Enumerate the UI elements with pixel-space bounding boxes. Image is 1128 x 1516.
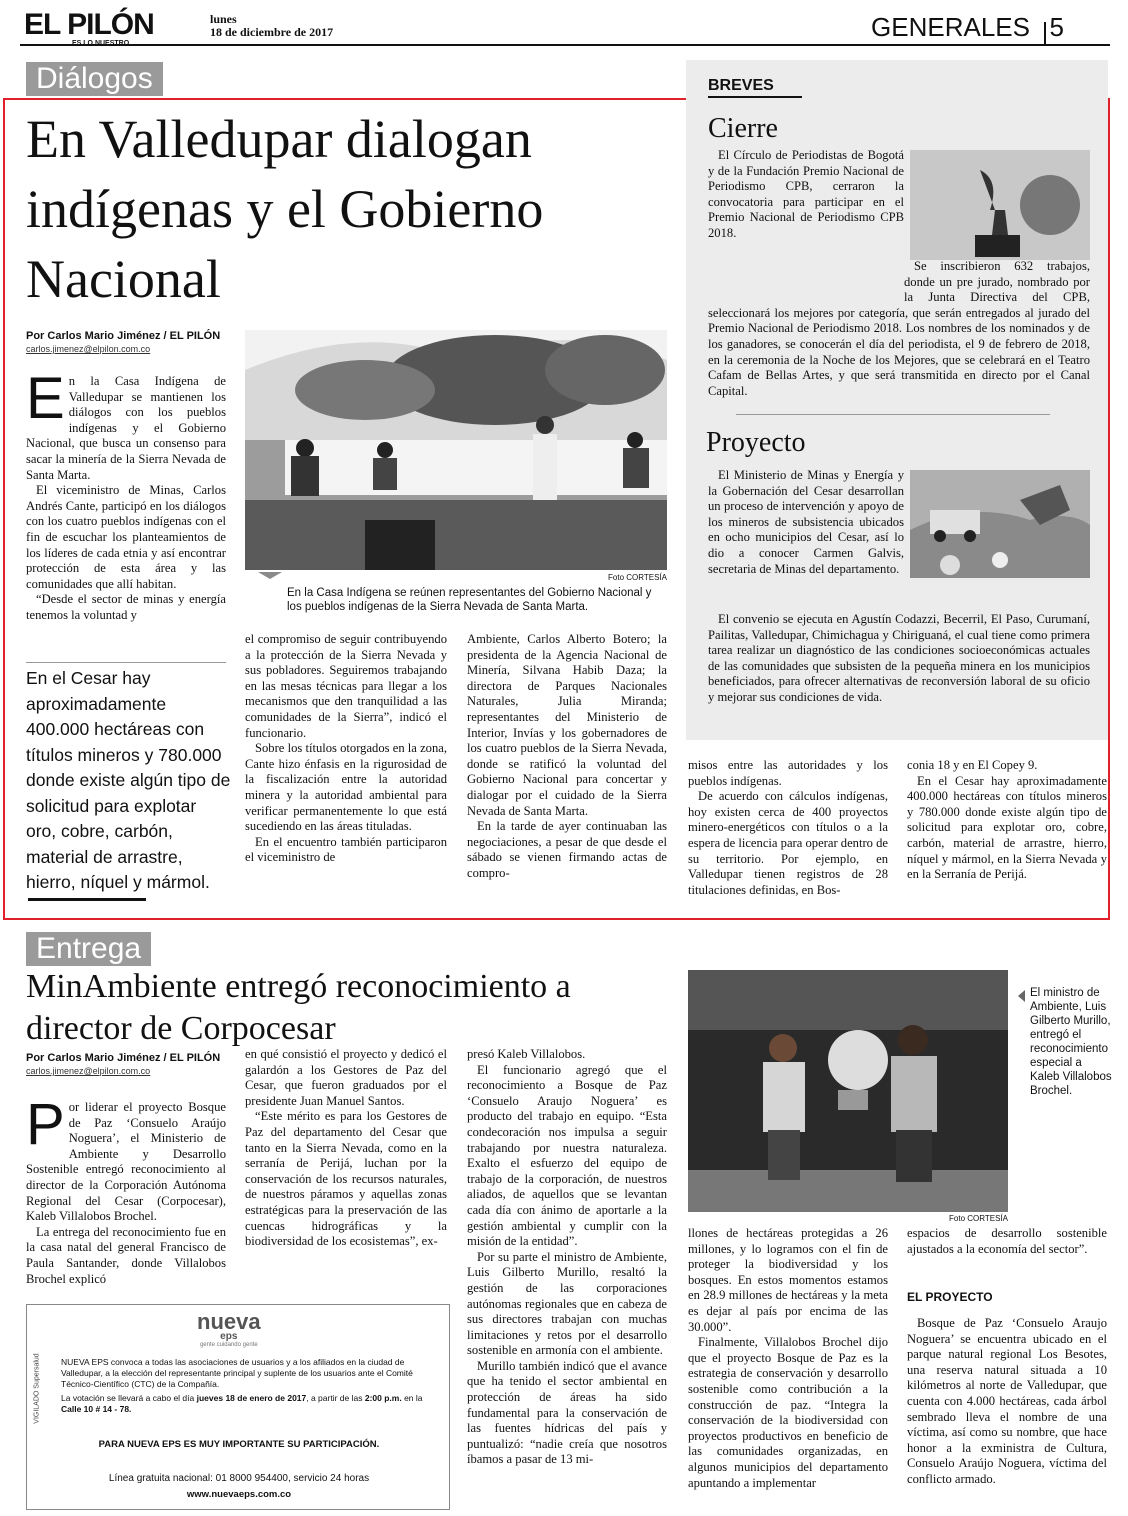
story1-headline: En Valledupar dialogan indígenas y el Gobierno Nacional	[26, 109, 544, 309]
story2-column-5	[907, 1226, 1107, 1266]
caption-pointer	[258, 572, 282, 579]
pull-quote-end-rule	[28, 898, 146, 901]
dropcap: P	[26, 1100, 65, 1157]
paragraph: El Ministerio de Minas y Energía y la Gobernación del Cesar desarrollan un proceso de intervención y apoyo de los mineros de subsistencia ubicados en ocho municipios del Cesar, así lo dio a conocer Carmen Galvis, secretaria de Minas del departamento.	[708, 468, 904, 576]
section-tag-entrega: Entrega	[26, 932, 151, 966]
ad-text-2	[61, 1393, 445, 1415]
paragraph: En la tarde de ayer continuaban las negociaciones, a pesar de que desde el sábado se vienen firmando actas de compro-	[467, 819, 667, 880]
paragraph: En el encuentro también participaron el viceministro de	[245, 834, 447, 865]
brief-cierre-text	[708, 259, 1090, 401]
paragraph: “Este mérito es para los Gestores de Paz del departamento del Cesar que tanto en la Sierra Nevada, como en la serranía de Perijá, luchan por la conservación de los recursos naturales, de nuestros páramos y aquellas zonas estratégicas para la preservación de las cuencas hidrográficas y la biodiversidad de los ecosistemas”, ex-	[245, 1109, 447, 1249]
ad-logo-sub: eps	[220, 1331, 238, 1342]
brief-proyecto-text	[708, 612, 1090, 732]
paragraph: presó Kaleb Villalobos.	[467, 1047, 586, 1061]
paragraph: el compromiso de seguir contribuyendo a la protección de la Sierra Nevada y sus pobladores. Seguiremos trabajando en las mesas técnicas para llegar a los mecanismos que den tranquilidad a las comunidades de la Sierra”, indicó el funcionario.	[245, 632, 447, 740]
story1-column-4	[688, 758, 888, 918]
paragraph: Bosque de Paz ‘Consuelo Araujo Noguera’ se encuentra ubicado en el parque natural regional Los Besotes, una reserva natural situada a 10 kilómetros al norte de Valledupar, que cuenta con 4.000 hectáreas, cada árbol sembrado lleva el nombre de una víctima, así como su nombre, que hace honor a la exministra de Cultura, Consuelo Araújo Noguera, víctima del conflicto armado.	[907, 1316, 1107, 1486]
pull-quote: En el Cesar hay aproximadamente 400.000 hectáreas con títulos mineros y 780.000 donde existe algún tipo de solicitud para explotar oro, cobre, carbón, material de arrastre, hierro, níquel y mármol.	[26, 668, 231, 892]
story1-column-5	[907, 758, 1107, 918]
breves-label: BREVES	[708, 76, 802, 98]
ad-date: jueves 18 de enero de 2017	[196, 1393, 307, 1403]
paragraph: El viceministro de Minas, Carlos Andrés Cante, participó en los diálogos con los cuatro pueblos indígenas con el fin de escuchar los planteamientos de los líderes de cada etnia y así encontrar protección de esta área y las comunidades que allí habitan.	[26, 483, 226, 591]
ad-logo-tagline: gente cuidando gente	[199, 1342, 258, 1348]
story2-photo	[688, 970, 1008, 1212]
ad-logo	[197, 1309, 261, 1348]
masthead	[20, 8, 1110, 46]
story1-photo-caption: En la Casa Indígena se reúnen representantes del Gobierno Nacional y los pueblos indígenas de la Sierra Nevada de Santa Marta.	[287, 587, 652, 613]
story2-subhead: EL PROYECTO	[907, 1290, 993, 1304]
paragraph: or liderar el proyecto Bosque de Paz ‘Consuelo Araújo Noguera’, el Ministerio de Ambiente y Desarrollo Sostenible entregó reconocimiento al director de la Corporación Autónoma Regional del Cesar (Corpocesar), Kaleb Villalobos Brochel.	[26, 1100, 226, 1224]
story1-byline: Por Carlos Mario Jiménez / EL PILÓN	[26, 330, 221, 342]
story1-photo	[245, 330, 667, 570]
paragraph: El convenio se ejecuta en Agustín Codazzi, Becerril, El Paso, Curumaní, Pailitas, Valledupar, Chimichagua y Chiriguaná, el cual tiene como primera tarea realizar un diagnóstico de las condiciones socioeconómicas actuales de las comunidades que subsisten de la pequeña minera en los municipios beneficiados, para ofrecer alternativas de reconversión laboral de su oficio y mejorar sus condiciones de vida.	[708, 612, 1090, 704]
award-photo-illustration	[688, 970, 1008, 1212]
brief-photo-mining	[910, 470, 1090, 578]
story1-photo-credit: Foto CORTESÍA	[608, 573, 667, 582]
paragraph: De acuerdo con cálculos indígenas, hoy existen cerca de 400 proyectos minero-energéticos con títulos o a la espera de licencia para operar dentro de su territorio. Por ejemplo, en Valledupar tienen registros de 28 titulaciones definidas, en Bos-	[688, 789, 888, 897]
pull-quote-rule	[26, 662, 226, 663]
paragraph: El Círculo de Periodistas de Bogotá y de la Fundación Premio Nacional de Periodismo CPB, cerraron la convocatoria para participar en el Premio Nacional de Periodismo CPB 2018.	[708, 148, 904, 240]
ad-side-label: VIGILADO Supersalud	[33, 1353, 41, 1424]
story2-column-3	[467, 1047, 667, 1509]
ad-text-2-pre: La votación se llevará a cabo el día	[61, 1393, 197, 1403]
mining-photo-illustration	[910, 470, 1090, 578]
page-number: 5	[1049, 12, 1064, 42]
dropcap: E	[26, 374, 65, 431]
story1-column-1	[26, 374, 226, 658]
paragraph: El funcionario agregó que el reconocimiento a Bosque de Paz ‘Consuelo Araujo Noguera’ es producto del trabajo en equipo. “Esta condecoración nos impulsa a seguir trabajando por nuestra naturaleza. Exalto el esfuerzo del equipo de trabajo de la corporación, de nuestros aliados, de aquellos que se levantan cada día con ánimo de aportarle a la gestión ambiental y cumplir con la misión de la entidad”.	[467, 1062, 667, 1249]
logo-tagline: ES LO NUESTRO	[72, 40, 130, 47]
brief-title-proyecto: Proyecto	[706, 427, 806, 458]
meeting-photo-illustration	[245, 330, 667, 570]
logo: EL PILÓN	[24, 8, 154, 41]
paragraph: Finalmente, Villalobos Brochel dijo que el proyecto Bosque de Paz es la estrategia de conservación y desarrollo sostenible como contribución a la construcción de paz. “Integra la conservación de la biodiversidad con proyectos productivos en beneficio de las comunidades organizadas, en algunos municipios del departamento apuntando a implementar	[688, 1335, 888, 1490]
page-divider	[1044, 22, 1046, 44]
paragraph: espacios de desarrollo sostenible ajustados a la economía del sector”.	[907, 1226, 1107, 1256]
caption-arrow	[1018, 990, 1025, 1002]
brief-title-cierre: Cierre	[708, 113, 778, 144]
ad-text-2-mid2: en la	[401, 1393, 423, 1403]
ad-logo-main: nueva	[197, 1309, 261, 1334]
story2-byline: Por Carlos Mario Jiménez / EL PILÓN	[26, 1052, 221, 1064]
paragraph: llones de hectáreas protegidas a 26 millones, y lo logramos con el fin de proteger la biodiversidad y los bosques. En estos momentos estamos en 28.9 millones de hectáreas y la meta es dejar al país por encima de las 30.000”.	[688, 1226, 888, 1334]
paragraph: En el Cesar hay aproximadamente 400.000 hectáreas con títulos mineros y 780.000 donde existe algún tipo de solicitud para explotar oro, cobre, carbón, material de arrastre, hierro, níquel y mármol, en la Sierra Nevada y en la Serranía de Perijá.	[907, 773, 1107, 882]
story2-column-2	[245, 1047, 447, 1297]
story2-photo-credit: Foto CORTESÍA	[949, 1214, 1008, 1223]
ad-address: Calle 10 # 14 - 78.	[61, 1404, 132, 1414]
paragraph: Se inscribieron 632 trabajos, donde un pre jurado, nombrado por la Junta Directiva del CPB, seleccionará los mejores por categoría, que serán entregados al jurado del Premio Nacional de Periodismo 2018. Los nombres de los nominados y de los ganadores, se conocerán el día del periodista, el 9 de febrero de 2018, en la ceremonia de la Noche de los Mejores, que se celebrará en el Teatro Cafam de Bellas Artes, y que será transmitida en directo por el Canal Capital.	[708, 259, 1090, 398]
story2-column-1	[26, 1100, 226, 1300]
paragraph: Por su parte el ministro de Ambiente, Luis Gilberto Murillo, resaltó la gestión de las corporaciones autónomas regionales que en cabeza de sus directores trabajan con muchas limitaciones y retos por el desarrollo sostenible en armonía con el ambiente.	[467, 1249, 667, 1358]
paragraph: “Desde el sector de minas y energía tenemos la voluntad y	[26, 592, 226, 622]
story2-column-5b	[907, 1316, 1107, 1508]
ad-url: www.nuevaeps.com.co	[186, 1489, 292, 1500]
ad-phone: Línea gratuita nacional: 01 8000 954400, servicio 24 horas	[108, 1473, 370, 1484]
story1-column-3	[467, 632, 667, 918]
masthead-weekday: lunes	[210, 12, 237, 26]
paragraph: Sobre los títulos otorgados en la zona, Cante hizo énfasis en la rigurosidad de la fiscalización entre la autoridad minera y la autoridad ambiental para verificar permanentemente lo que está sucediendo en las áreas tituladas.	[245, 741, 447, 834]
story1-column-2	[245, 632, 447, 918]
paragraph: misos entre las autoridades y los pueblos indígenas.	[688, 758, 888, 788]
ad-time: 2:00 p.m.	[364, 1393, 402, 1403]
brief-proyecto-text-narrow	[708, 468, 904, 610]
story2-column-4	[688, 1226, 888, 1508]
paragraph: conia 18 y en El Copey 9.	[907, 758, 1038, 772]
section-name: GENERALES	[871, 12, 1030, 42]
story2-photo-caption: El ministro de Ambiente, Luis Gilberto Murillo, entregó el reconocimiento especial a Kaleb Villalobos Brochel.	[1030, 987, 1112, 1097]
paragraph: La entrega del reconocimiento fue en la casa natal del general Francisco de Paula Santander, donde Villalobos Brochel explicó	[26, 1224, 226, 1286]
paragraph: n la Casa Indígena de Valledupar se mantienen los diálogos con los pueblos indígenas y el Gobierno Nacional, que busca un consenso para sacar la minería de la Sierra Nevada de Santa Marta.	[26, 374, 226, 482]
brief-photo-trophy	[910, 150, 1090, 260]
ad-text-2-mid: , a partir de las	[306, 1393, 365, 1403]
paragraph: Ambiente, Carlos Alberto Botero; la presidenta de la Agencia Nacional de Minería, Silvana Habib Daza; la directora de Parques Nacionales Naturales, Julia Miranda; representantes del Ministerio de Interior, Invías y los gobernadores de los cuatro pueblos de la Sierra Nevada, donde se ratificó la voluntad del Gobierno Nacional para concertar y dialogar por el cuidado de la Sierra Nevada de Santa Marta.	[467, 632, 667, 818]
section-tag-dialogos: Diálogos	[26, 62, 163, 96]
ad-text-1: NUEVA EPS convoca a todas las asociaciones de usuarios y a los afiliados en la ciudad de Valledupar, a la elección del representante principal y suplente de los usuarios ante el Comité Técnico-Científico (CTC) de la Compañía.	[61, 1357, 413, 1389]
story2-email: carlos.jimenez@elpilon.com.co	[26, 1066, 151, 1076]
nueva-eps-ad	[26, 1304, 450, 1510]
ad-headline: PARA NUEVA EPS ES MUY IMPORTANTE SU PARTICIPACIÓN.	[98, 1439, 380, 1450]
paragraph: Murillo también indicó que el avance que ha tenido el sector ambiental en protección de áreas ha sido fundamental para la conservación de las fuentes hídricas del país y puntualizó: “nadie creía que nosotros íbamos a pasar de 13 mi-	[467, 1358, 667, 1467]
story1-email: carlos.jimenez@elpilon.com.co	[26, 344, 151, 354]
masthead-date: 18 de diciembre de 2017	[210, 25, 334, 39]
breves-divider	[736, 414, 1050, 415]
story2-headline: MinAmbiente entregó reconocimiento a director de Corpocesar	[26, 968, 571, 1047]
paragraph: en qué consistió el proyecto y dedicó el galardón a los Gestores de Paz del Cesar, que fueron graduados por el presidente Juan Manuel Santos.	[245, 1047, 447, 1108]
trophy-photo-illustration	[910, 150, 1090, 260]
